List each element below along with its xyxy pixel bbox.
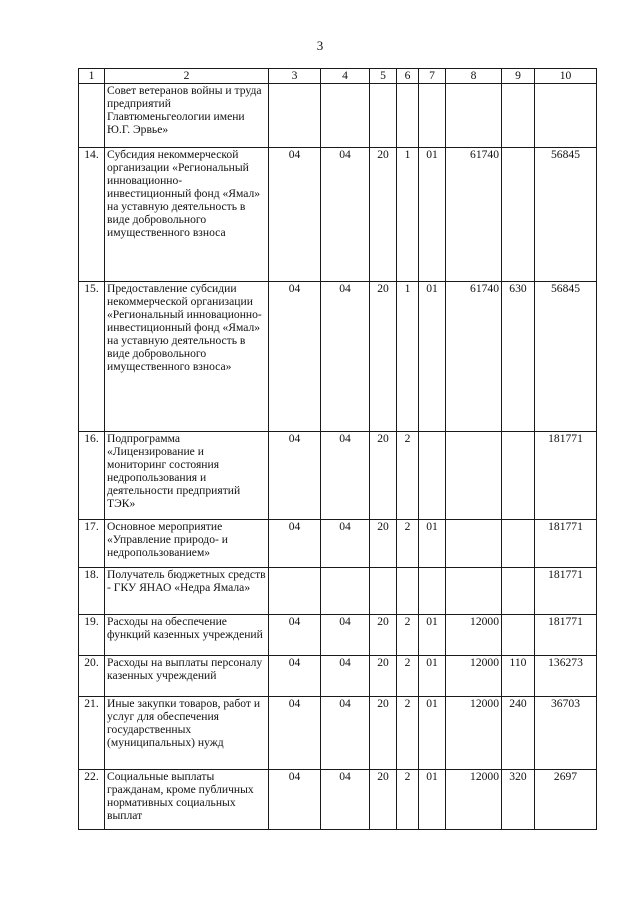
code-cell-6: 2 — [397, 656, 419, 697]
table-row — [79, 148, 597, 282]
code-cell-9: 320 — [502, 770, 535, 830]
row-name-cell: Иные закупки товаров, работ и услуг для обеспечения государственных (муниципальных) нужд — [105, 697, 269, 770]
code-cell-6: 2 — [397, 432, 419, 520]
table-row — [79, 84, 597, 148]
code-cell-7 — [419, 568, 446, 615]
code-cell-6: 2 — [397, 520, 419, 568]
code-cell-5 — [370, 84, 397, 148]
code-cell-6: 1 — [397, 282, 419, 432]
row-number-cell: 22. — [79, 770, 105, 830]
code-cell-9 — [502, 84, 535, 148]
code-cell-8: 12000 — [446, 770, 502, 830]
row-number-cell: 17. — [79, 520, 105, 568]
row-number-cell: 15. — [79, 282, 105, 432]
row-name-cell: Получатель бюджетных средств - ГКУ ЯНАО «Недра Ямала» — [105, 568, 269, 615]
amount-cell: 181771 — [535, 615, 597, 656]
code-cell-5 — [370, 568, 397, 615]
amount-cell: 36703 — [535, 697, 597, 770]
row-number-cell: 16. — [79, 432, 105, 520]
code-cell-7: 01 — [419, 148, 446, 282]
code-cell-9 — [502, 615, 535, 656]
row-number-cell — [79, 84, 105, 148]
code-cell-4: 04 — [321, 520, 370, 568]
header-cell: 1 — [79, 69, 105, 84]
code-cell-3: 04 — [269, 432, 321, 520]
code-cell-3: 04 — [269, 697, 321, 770]
code-cell-3: 04 — [269, 520, 321, 568]
code-cell-6: 2 — [397, 697, 419, 770]
code-cell-9: 110 — [502, 656, 535, 697]
amount-cell — [535, 84, 597, 148]
code-cell-8: 12000 — [446, 697, 502, 770]
code-cell-8: 61740 — [446, 148, 502, 282]
code-cell-7: 01 — [419, 697, 446, 770]
code-cell-4: 04 — [321, 615, 370, 656]
row-number-cell: 20. — [79, 656, 105, 697]
amount-cell: 56845 — [535, 148, 597, 282]
code-cell-3 — [269, 568, 321, 615]
amount-cell: 56845 — [535, 282, 597, 432]
row-name-cell: Предоставление субсидии некоммерческой организации «Региональный инновационно-инвестиционный фонд «Ямал» на уставную деятельность в виде добровольного имущественного взноса» — [105, 282, 269, 432]
code-cell-7: 01 — [419, 770, 446, 830]
code-cell-5: 20 — [370, 697, 397, 770]
table-row — [79, 282, 597, 432]
code-cell-7: 01 — [419, 615, 446, 656]
page-number: 3 — [316, 38, 324, 53]
row-number-cell: 18. — [79, 568, 105, 615]
amount-cell: 136273 — [535, 656, 597, 697]
header-cell: 3 — [269, 69, 321, 84]
row-name-cell: Социальные выплаты гражданам, кроме публичных нормативных социальных выплат — [105, 770, 269, 830]
header-cell: 8 — [446, 69, 502, 84]
code-cell-3: 04 — [269, 282, 321, 432]
code-cell-9: 630 — [502, 282, 535, 432]
table-row — [79, 568, 597, 615]
code-cell-4: 04 — [321, 697, 370, 770]
code-cell-8: 12000 — [446, 656, 502, 697]
table-row — [79, 432, 597, 520]
code-cell-3 — [269, 84, 321, 148]
code-cell-6: 1 — [397, 148, 419, 282]
code-cell-7 — [419, 84, 446, 148]
amount-cell: 181771 — [535, 520, 597, 568]
code-cell-8: 12000 — [446, 615, 502, 656]
row-name-cell: Субсидия некоммерческой организации «Региональный инновационно-инвестиционный фонд «Ямал» на уставную деятельность в виде добровольного имущественного взноса — [105, 148, 269, 282]
code-cell-4: 04 — [321, 148, 370, 282]
code-cell-4: 04 — [321, 432, 370, 520]
code-cell-5: 20 — [370, 282, 397, 432]
code-cell-6 — [397, 84, 419, 148]
code-cell-4: 04 — [321, 770, 370, 830]
code-cell-7: 01 — [419, 282, 446, 432]
code-cell-8 — [446, 520, 502, 568]
code-cell-9 — [502, 520, 535, 568]
header-cell: 5 — [370, 69, 397, 84]
header-cell: 9 — [502, 69, 535, 84]
header-cell: 4 — [321, 69, 370, 84]
code-cell-5: 20 — [370, 770, 397, 830]
code-cell-9: 240 — [502, 697, 535, 770]
code-cell-5: 20 — [370, 432, 397, 520]
code-cell-6: 2 — [397, 770, 419, 830]
table-row — [79, 697, 597, 770]
code-cell-5: 20 — [370, 148, 397, 282]
row-name-cell: Подпрограмма «Лицензирование и мониторинг состояния недропользования и деятельности предприятий ТЭК» — [105, 432, 269, 520]
row-number-cell: 19. — [79, 615, 105, 656]
code-cell-7: 01 — [419, 520, 446, 568]
header-cell: 2 — [105, 69, 269, 84]
row-number-cell: 14. — [79, 148, 105, 282]
code-cell-8 — [446, 568, 502, 615]
code-cell-3: 04 — [269, 770, 321, 830]
code-cell-8: 61740 — [446, 282, 502, 432]
row-name-cell: Расходы на выплаты персоналу казенных учреждений — [105, 656, 269, 697]
amount-cell: 2697 — [535, 770, 597, 830]
header-cell: 6 — [397, 69, 419, 84]
code-cell-3: 04 — [269, 656, 321, 697]
code-cell-8 — [446, 432, 502, 520]
code-cell-3: 04 — [269, 148, 321, 282]
header-cell: 10 — [535, 69, 597, 84]
row-name-cell: Расходы на обеспечение функций казенных учреждений — [105, 615, 269, 656]
row-name-cell: Совет ветеранов войны и труда предприятий Главтюменьгеологии имени Ю.Г. Эрвье» — [105, 84, 269, 148]
table-header-row — [79, 69, 597, 84]
code-cell-9 — [502, 432, 535, 520]
table-row — [79, 520, 597, 568]
code-cell-9 — [502, 568, 535, 615]
amount-cell: 181771 — [535, 568, 597, 615]
table-row — [79, 615, 597, 656]
header-cell: 7 — [419, 69, 446, 84]
code-cell-3: 04 — [269, 615, 321, 656]
row-name-cell: Основное мероприятие «Управление природо- и недропользованием» — [105, 520, 269, 568]
row-number-cell: 21. — [79, 697, 105, 770]
code-cell-6 — [397, 568, 419, 615]
code-cell-4 — [321, 568, 370, 615]
code-cell-4: 04 — [321, 282, 370, 432]
budget-table — [78, 68, 597, 830]
code-cell-4: 04 — [321, 656, 370, 697]
code-cell-4 — [321, 84, 370, 148]
code-cell-6: 2 — [397, 615, 419, 656]
code-cell-7: 01 — [419, 656, 446, 697]
code-cell-5: 20 — [370, 520, 397, 568]
code-cell-8 — [446, 84, 502, 148]
table-row — [79, 770, 597, 830]
code-cell-9 — [502, 148, 535, 282]
table-row — [79, 656, 597, 697]
amount-cell: 181771 — [535, 432, 597, 520]
code-cell-5: 20 — [370, 656, 397, 697]
code-cell-7 — [419, 432, 446, 520]
code-cell-5: 20 — [370, 615, 397, 656]
